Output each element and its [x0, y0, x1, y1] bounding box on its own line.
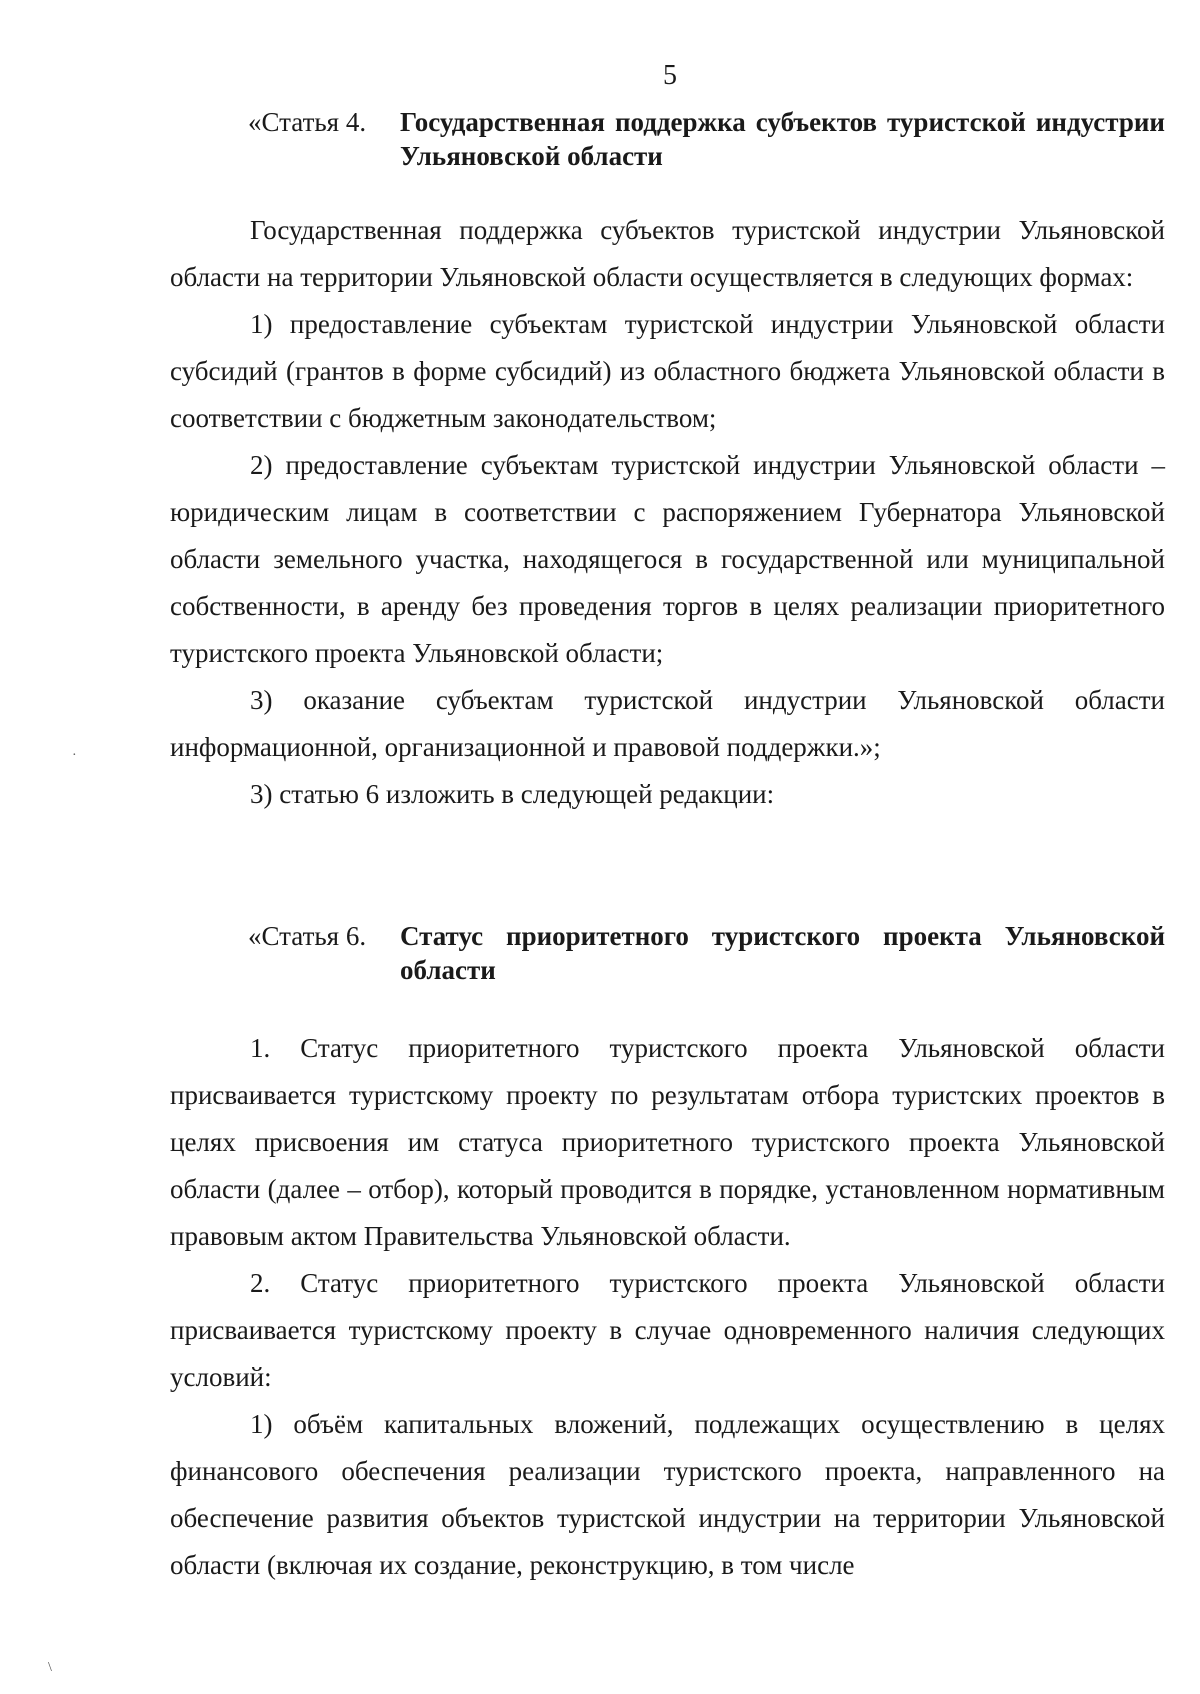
paragraph: 1. Статус приоритетного туристского проекта Ульяновской области присваивается туристскому проекту по результатам отбора туристских проектов в целях присвоения им статуса приоритетного туристского проекта Ульяновской области (далее – отбор), который проводится в порядке, установленном нормативным правовым актом Правительства Ульяновской области.	[170, 1033, 1165, 1251]
article-6-label: «Статья 6.	[248, 921, 367, 951]
page-number: 5	[663, 60, 677, 91]
article-4-title: Государственная поддержка субъектов туристской индустрии Ульяновской области	[400, 107, 1165, 171]
article-4-label: «Статья 4.	[248, 107, 367, 137]
scan-speck: ·	[72, 748, 77, 763]
paragraph: 3) статью 6 изложить в следующей редакции:	[250, 779, 775, 809]
scan-speck: \	[48, 1660, 52, 1675]
paragraph: 2. Статус приоритетного туристского проекта Ульяновской области присваивается туристскому проекту в случае одновременного наличия следующих условий:	[170, 1268, 1165, 1392]
article-4-heading	[248, 105, 1165, 173]
paragraph: 1) предоставление субъектам туристской индустрии Ульяновской области субсидий (грантов в форме субсидий) из областного бюджета Ульяновской области в соответствии с бюджетным законодательством;	[170, 309, 1165, 433]
article-6-heading	[248, 919, 1165, 987]
article-4-body	[170, 207, 1165, 818]
paragraph: 2) предоставление субъектам туристской индустрии Ульяновской области – юридическим лицам в соответствии с распоряжением Губернатора Ульяновской области земельного участка, находящегося в государственной или муниципальной собственности, в аренду без проведения торгов в целях реализации приоритетного туристского проекта Ульяновской области;	[170, 450, 1165, 668]
paragraph: 1) объём капитальных вложений, подлежащих осуществлению в целях финансового обеспечения реализации туристского проекта, направленного на обеспечение развития объектов туристской индустрии на территории Ульяновской области (включая их создание, реконструкцию, в том числе	[170, 1409, 1165, 1580]
paragraph: Государственная поддержка субъектов туристской индустрии Ульяновской области на территории Ульяновской области осуществляется в следующих формах:	[170, 215, 1165, 292]
paragraph: 3) оказание субъектам туристской индустрии Ульяновской области информационной, организационной и правовой поддержки.»;	[170, 685, 1165, 762]
article-6-title: Статус приоритетного туристского проекта Ульяновской области	[400, 921, 1165, 985]
article-6-body	[170, 1025, 1165, 1589]
